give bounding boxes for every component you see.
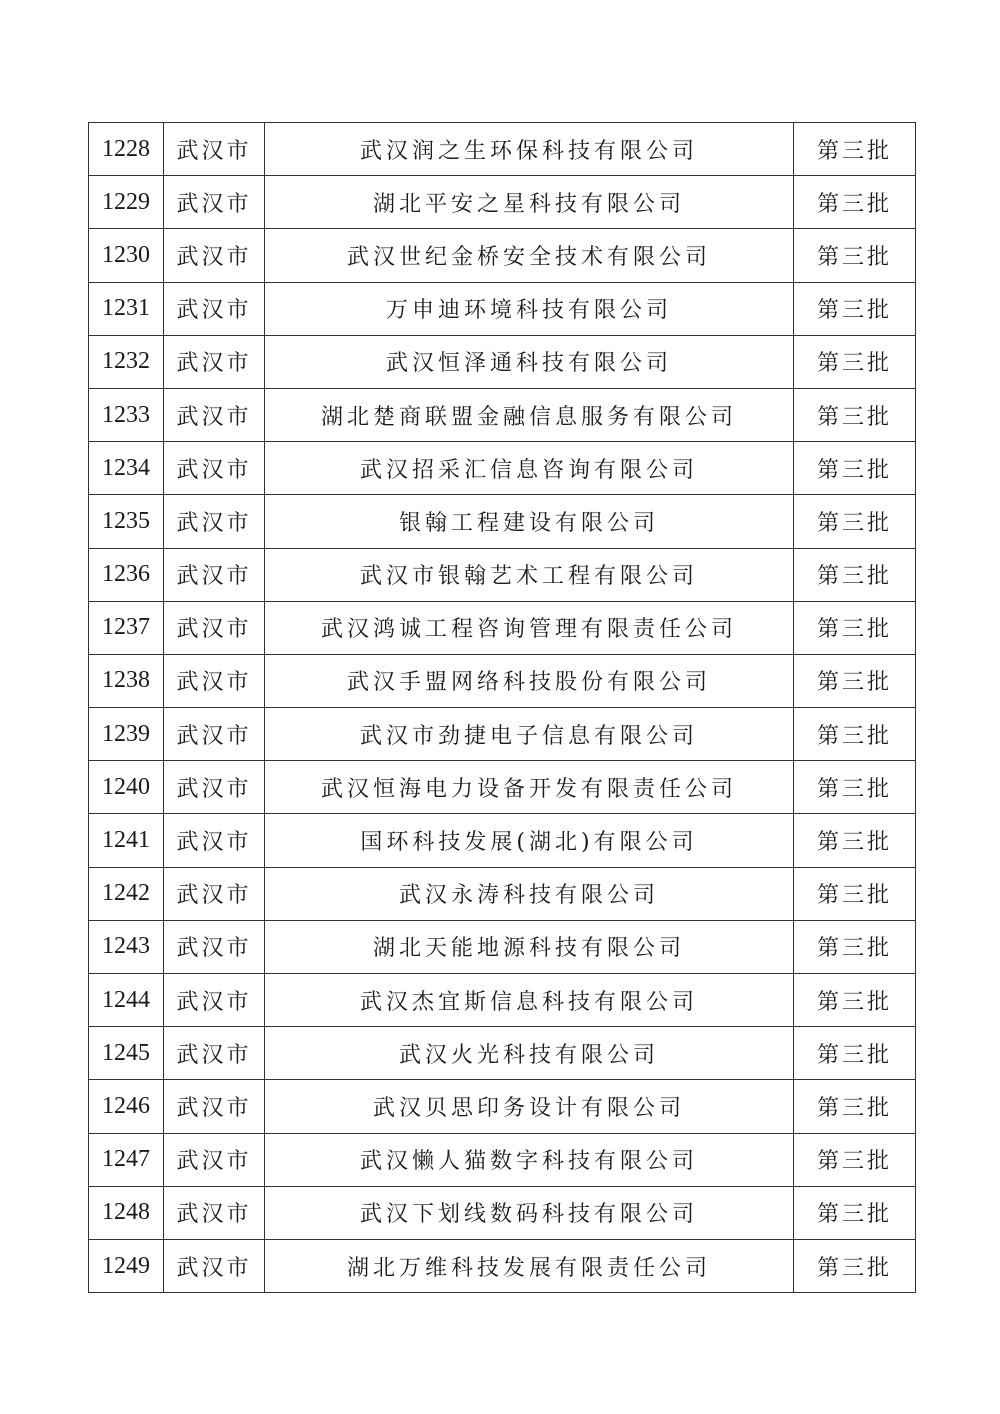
batch-cell: 第三批 — [794, 814, 916, 867]
table-row — [89, 495, 916, 548]
table-row — [89, 814, 916, 867]
row-number-cell: 1237 — [89, 601, 164, 654]
city-cell: 武汉市 — [164, 176, 265, 229]
table-row — [89, 442, 916, 495]
row-number-cell: 1229 — [89, 176, 164, 229]
city-cell: 武汉市 — [164, 388, 265, 441]
batch-cell: 第三批 — [794, 335, 916, 388]
city-cell: 武汉市 — [164, 1027, 265, 1080]
batch-cell: 第三批 — [794, 282, 916, 335]
table-row — [89, 335, 916, 388]
company-name-cell: 武汉恒海电力设备开发有限责任公司 — [265, 761, 794, 814]
row-number-cell: 1245 — [89, 1027, 164, 1080]
city-cell: 武汉市 — [164, 335, 265, 388]
company-name-cell: 武汉恒泽通科技有限公司 — [265, 335, 794, 388]
company-name-cell: 湖北楚商联盟金融信息服务有限公司 — [265, 388, 794, 441]
batch-cell: 第三批 — [794, 920, 916, 973]
city-cell: 武汉市 — [164, 814, 265, 867]
company-name-cell: 武汉润之生环保科技有限公司 — [265, 123, 794, 176]
row-number-cell: 1232 — [89, 335, 164, 388]
company-name-cell: 武汉懒人猫数字科技有限公司 — [265, 1133, 794, 1186]
table-row — [89, 548, 916, 601]
company-name-cell: 武汉下划线数码科技有限公司 — [265, 1186, 794, 1239]
city-cell: 武汉市 — [164, 1186, 265, 1239]
batch-cell: 第三批 — [794, 1186, 916, 1239]
company-name-cell: 武汉手盟网络科技股份有限公司 — [265, 654, 794, 707]
table-row — [89, 1186, 916, 1239]
batch-cell: 第三批 — [794, 176, 916, 229]
city-cell: 武汉市 — [164, 867, 265, 920]
row-number-cell: 1231 — [89, 282, 164, 335]
batch-cell: 第三批 — [794, 761, 916, 814]
table-row — [89, 1080, 916, 1133]
batch-cell: 第三批 — [794, 229, 916, 282]
company-name-cell: 武汉招采汇信息咨询有限公司 — [265, 442, 794, 495]
batch-cell: 第三批 — [794, 708, 916, 761]
row-number-cell: 1240 — [89, 761, 164, 814]
table-row — [89, 761, 916, 814]
city-cell: 武汉市 — [164, 495, 265, 548]
table-row — [89, 176, 916, 229]
city-cell: 武汉市 — [164, 1133, 265, 1186]
batch-cell: 第三批 — [794, 1027, 916, 1080]
city-cell: 武汉市 — [164, 761, 265, 814]
city-cell: 武汉市 — [164, 282, 265, 335]
city-cell: 武汉市 — [164, 974, 265, 1027]
table-row — [89, 867, 916, 920]
table-row — [89, 708, 916, 761]
row-number-cell: 1241 — [89, 814, 164, 867]
row-number-cell: 1247 — [89, 1133, 164, 1186]
company-name-cell: 武汉杰宜斯信息科技有限公司 — [265, 974, 794, 1027]
batch-cell: 第三批 — [794, 495, 916, 548]
batch-cell: 第三批 — [794, 1133, 916, 1186]
row-number-cell: 1234 — [89, 442, 164, 495]
city-cell: 武汉市 — [164, 708, 265, 761]
city-cell: 武汉市 — [164, 548, 265, 601]
batch-cell: 第三批 — [794, 388, 916, 441]
row-number-cell: 1239 — [89, 708, 164, 761]
table-row — [89, 654, 916, 707]
company-name-cell: 湖北万维科技发展有限责任公司 — [265, 1239, 794, 1292]
row-number-cell: 1228 — [89, 123, 164, 176]
company-name-cell: 武汉永涛科技有限公司 — [265, 867, 794, 920]
batch-cell: 第三批 — [794, 1080, 916, 1133]
company-list-table — [88, 122, 916, 1293]
row-number-cell: 1230 — [89, 229, 164, 282]
row-number-cell: 1248 — [89, 1186, 164, 1239]
company-name-cell: 湖北天能地源科技有限公司 — [265, 920, 794, 973]
table-row — [89, 1133, 916, 1186]
city-cell: 武汉市 — [164, 123, 265, 176]
table-body — [89, 123, 916, 1293]
city-cell: 武汉市 — [164, 1080, 265, 1133]
company-name-cell: 武汉火光科技有限公司 — [265, 1027, 794, 1080]
company-name-cell: 国环科技发展(湖北)有限公司 — [265, 814, 794, 867]
company-name-cell: 武汉世纪金桥安全技术有限公司 — [265, 229, 794, 282]
batch-cell: 第三批 — [794, 1239, 916, 1292]
company-name-cell: 武汉贝思印务设计有限公司 — [265, 1080, 794, 1133]
city-cell: 武汉市 — [164, 442, 265, 495]
city-cell: 武汉市 — [164, 920, 265, 973]
row-number-cell: 1246 — [89, 1080, 164, 1133]
batch-cell: 第三批 — [794, 867, 916, 920]
row-number-cell: 1236 — [89, 548, 164, 601]
row-number-cell: 1238 — [89, 654, 164, 707]
row-number-cell: 1243 — [89, 920, 164, 973]
batch-cell: 第三批 — [794, 601, 916, 654]
table-row — [89, 920, 916, 973]
company-name-cell: 湖北平安之星科技有限公司 — [265, 176, 794, 229]
table-row — [89, 388, 916, 441]
batch-cell: 第三批 — [794, 654, 916, 707]
company-name-cell: 万申迪环境科技有限公司 — [265, 282, 794, 335]
city-cell: 武汉市 — [164, 601, 265, 654]
row-number-cell: 1242 — [89, 867, 164, 920]
city-cell: 武汉市 — [164, 1239, 265, 1292]
company-name-cell: 银翰工程建设有限公司 — [265, 495, 794, 548]
batch-cell: 第三批 — [794, 548, 916, 601]
batch-cell: 第三批 — [794, 123, 916, 176]
city-cell: 武汉市 — [164, 654, 265, 707]
table-row — [89, 601, 916, 654]
table-row — [89, 229, 916, 282]
company-name-cell: 武汉市劲捷电子信息有限公司 — [265, 708, 794, 761]
city-cell: 武汉市 — [164, 229, 265, 282]
row-number-cell: 1235 — [89, 495, 164, 548]
row-number-cell: 1249 — [89, 1239, 164, 1292]
company-name-cell: 武汉市银翰艺术工程有限公司 — [265, 548, 794, 601]
table-row — [89, 282, 916, 335]
row-number-cell: 1244 — [89, 974, 164, 1027]
table-row — [89, 974, 916, 1027]
batch-cell: 第三批 — [794, 974, 916, 1027]
company-name-cell: 武汉鸿诚工程咨询管理有限责任公司 — [265, 601, 794, 654]
row-number-cell: 1233 — [89, 388, 164, 441]
table-row — [89, 123, 916, 176]
batch-cell: 第三批 — [794, 442, 916, 495]
table-row — [89, 1027, 916, 1080]
table-row — [89, 1239, 916, 1292]
